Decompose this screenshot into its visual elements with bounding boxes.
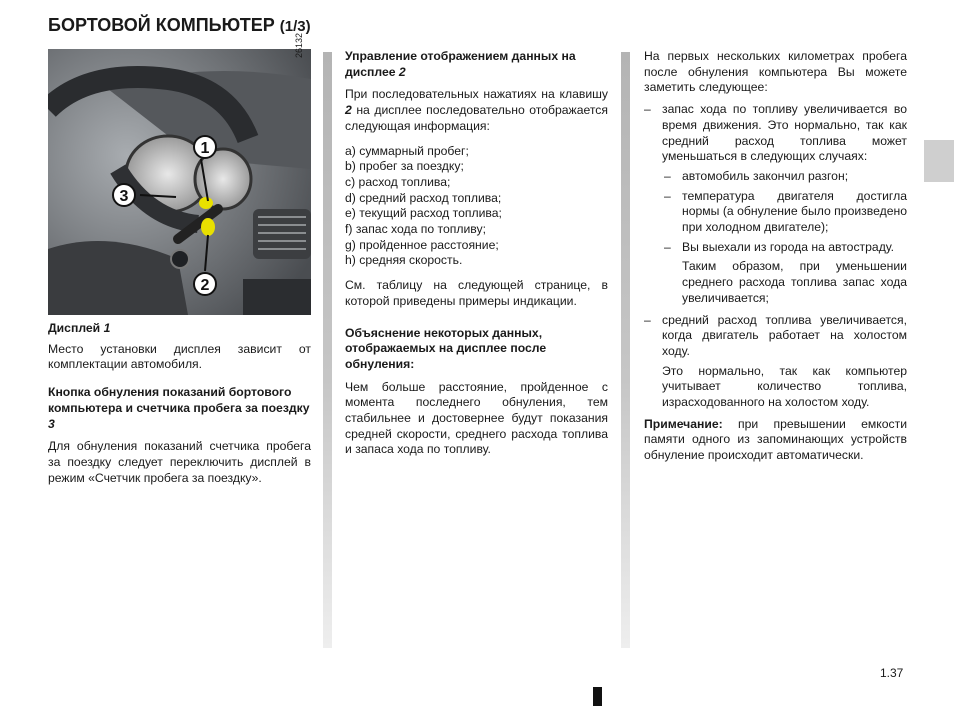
list-item: g) пройденное расстояние; [345,237,499,252]
column-separator-2 [621,52,630,648]
svg-text:1: 1 [200,140,210,157]
list-item: e) текущий расход топлива; [345,206,502,221]
callout-2 [194,273,216,295]
column-2 [345,49,608,464]
list-item: – запас хода по топливу увеличивается во время движения. Это нормально, так как средний расход топлива может уменьшаться в следующих случаях: [644,102,907,164]
figure-caption: Дисплей 1 [48,321,111,335]
figure-code: 26132 [294,32,304,58]
title-text: БОРТОВОЙ КОМПЬЮТЕР [48,15,275,35]
sub-note: Таким образом, при уменьшении среднего расхода топлива запас хода увеличивается; [682,259,907,305]
list-item: h) средняя скорость. [345,253,463,268]
list-item: – Вы выехали из города на автостраду. [664,239,895,254]
reset-instructions: Для обнуления показаний счетчика пробега за поездку следует переключить дисплей в режим «Счетчик пробега за поездку». [48,439,311,485]
explanation-text: Чем больше расстояние, пройденное с момента последнего обнуления, тем стабильнее и достовернее будут показания средней скорости, среднего расхода топлива и запаса хода по топливу. [345,379,608,457]
caption-text: Место установки дисплея зависит от комплектации автомобиля. [48,341,311,372]
callout-3 [113,184,135,206]
page-number: 1.37 [880,666,904,680]
list-item: a) суммарный пробег; [345,143,469,158]
svg-text:2: 2 [200,277,210,294]
svg-text:3: 3 [119,188,129,205]
table-reference: См. таблицу на следующей странице, в которой приведены примеры индикации. [345,278,608,308]
list-item: – средний расход топлива увеличивается, когда двигатель работает на холостом ходу. [644,312,907,358]
idle-note: Это нормально, так как компьютер учитывает количество топлива, израсходованного на холостом ходу. [662,363,907,410]
list-item: f) запас хода по топливу; [345,222,486,237]
callout-1 [194,136,216,158]
dashboard-photo [48,49,311,315]
page-title [48,15,311,36]
list-item: d) средний расход топлива; [345,190,502,205]
display-control-heading: Управление отображением данных на дисплее 2 [345,49,576,79]
display-control-text: При последовательных нажатиях на клавишу 2 на дисплее последовательно отображается следующая информация: [345,87,608,133]
display-info-list [345,144,608,270]
dashboard-illustration [48,49,311,315]
list-item: – температура двигателя достигла нормы (а обнуление было произведено при холодном двигателе); [664,188,907,235]
list-item: – автомобиль закончил разгон; [664,168,849,183]
column-3 [644,49,907,464]
reset-button-heading: Кнопка обнуления показаний бортового компьютера и счетчика пробега за поездку 3 [48,385,310,431]
explanation-heading: Объяснение некоторых данных, отображаемых на дисплее после обнуления: [345,325,547,371]
list-item: c) расход топлива; [345,174,451,189]
column-1 [48,49,311,492]
section-tab [924,140,954,182]
remark: Примечание: при превышении емкости памяти одного из запоминающих устройств обнуление происходит автоматически. [644,416,908,463]
column-separator-1 [323,52,332,648]
intro-text: На первых нескольких километрах пробега после обнуления компьютера Вы можете заметить следующее: [644,49,907,95]
page-marker [593,687,602,706]
title-part: (1/3) [279,18,311,35]
list-item: b) пробег за поездку; [345,159,464,174]
